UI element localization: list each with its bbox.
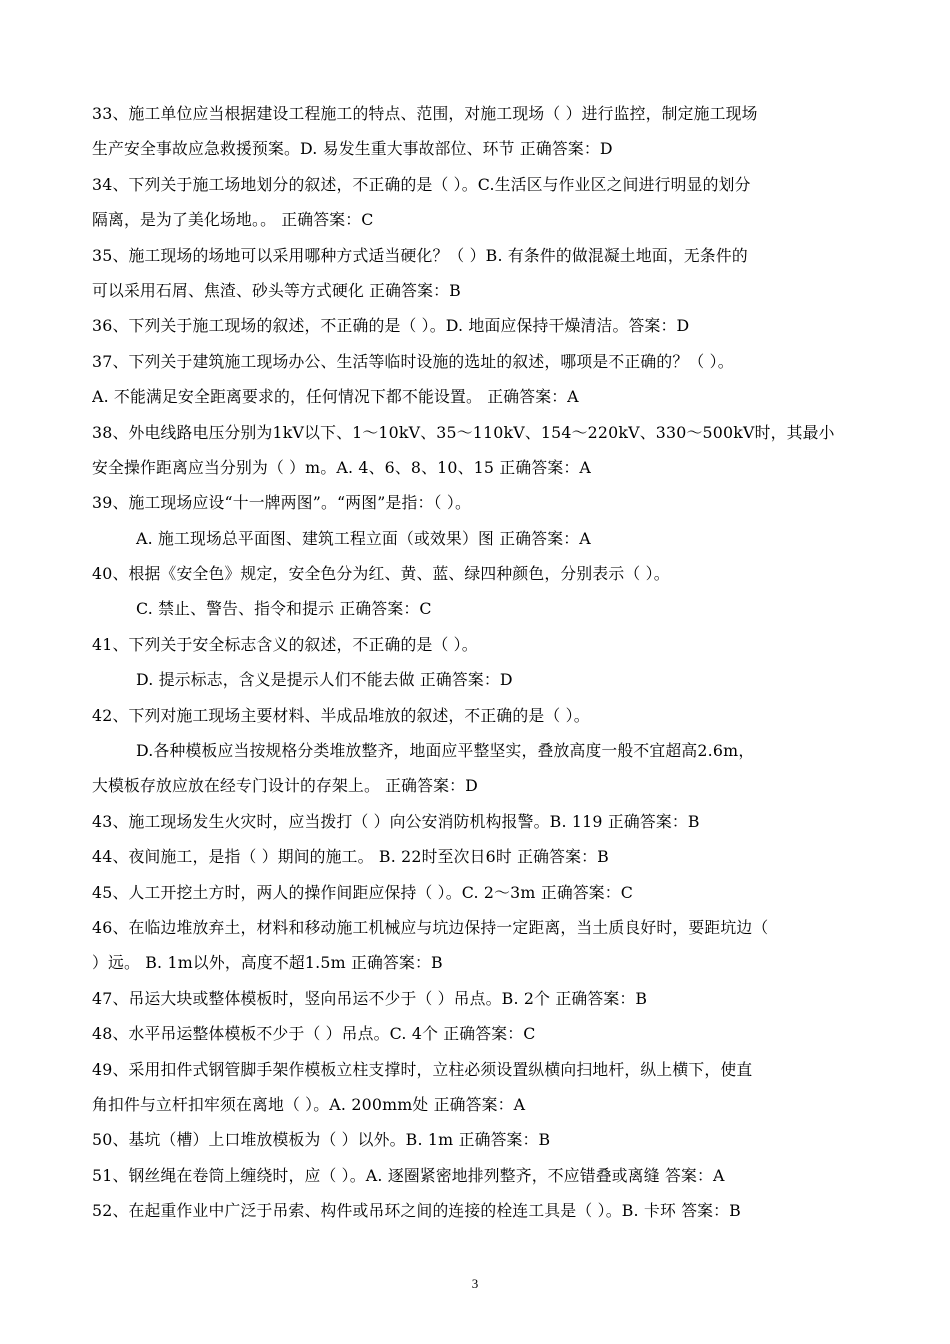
text-line: 38、外电线路电压分别为1kV以下、1～10kV、35～110kV、154～220kV、330～500kV时，其最小 bbox=[92, 422, 835, 442]
text-line: 角扣件与立杆扣牢须在离地（ ）。A. 200mm处 正确答案：A bbox=[92, 1094, 526, 1114]
text-line: A. 施工现场总平面图、建筑工程立面（或效果）图 正确答案：A bbox=[136, 528, 591, 548]
text-line: 33、施工单位应当根据建设工程施工的特点、范围，对施工现场（ ）进行监控，制定施工现场 bbox=[92, 104, 758, 123]
text-line: 51、钢丝绳在卷筒上缠绕时，应（ ）。A. 逐圈紧密地排列整齐，不应错叠或离缝 答案：A bbox=[92, 1165, 725, 1185]
text-line: D. 提示标志，含义是提示人们不能去做 正确答案：D bbox=[136, 670, 513, 690]
text-line: 可以采用石屑、焦渣、砂头等方式硬化 正确答案：B bbox=[92, 280, 461, 300]
text-line: 44、夜间施工，是指（ ）期间的施工。 B. 22时至次日6时 正确答案：B bbox=[92, 847, 609, 867]
text-line: D.各种模板应当按规格分类堆放整齐，地面应平整坚实，叠放高度一般不宜超高2.6m， bbox=[136, 741, 755, 761]
text-line: 43、施工现场发生火灾时，应当拨打（ ）向公安消防机构报警。B. 119 正确答案：B bbox=[92, 811, 700, 831]
text-line: 39、施工现场应设“十一牌两图”。“两图”是指：（ ）。 bbox=[92, 493, 471, 513]
text-line: 隔离，是为了美化场地。。 正确答案：C bbox=[92, 210, 374, 230]
text-line: 41、下列关于安全标志含义的叙述，不正确的是（ ）。 bbox=[92, 634, 478, 654]
text-line: 48、水平吊运整体模板不少于（ ）吊点。C. 4个 正确答案：C bbox=[92, 1024, 536, 1044]
page-number: 3 bbox=[471, 1276, 479, 1291]
text-line: ）远。 B. 1m以外，高度不超1.5m 正确答案：B bbox=[92, 953, 443, 973]
text-line: 35、施工现场的场地可以采用哪种方式适当硬化？（ ）B. 有条件的做混凝土地面，无条件的 bbox=[92, 245, 748, 265]
text-line: 36、下列关于施工现场的叙述，不正确的是（ ）。D. 地面应保持干燥清洁。答案：D bbox=[92, 316, 690, 336]
text-line: 37、下列关于建筑施工现场办公、生活等临时设施的选址的叙述，哪项是不正确的？（ ）。 bbox=[92, 351, 734, 371]
text-line: 安全操作距离应当分别为（ ）m。A. 4、6、8、10、15 正确答案：A bbox=[92, 457, 591, 477]
text-line: A. 不能满足安全距离要求的，任何情况下都不能设置。 正确答案：A bbox=[92, 387, 579, 407]
text-line: 46、在临边堆放弃土，材料和移动施工机械应与坑边保持一定距离，当土质良好时，要距坑边（ bbox=[92, 917, 769, 937]
text-line: 49、采用扣件式钢管脚手架作模板立柱支撑时，立柱必须设置纵横向扫地杆，纵上横下，使直 bbox=[92, 1059, 753, 1079]
text-line: 大模板存放应放在经专门设计的存架上。 正确答案：D bbox=[92, 776, 479, 796]
text-line: C. 禁止、警告、指令和提示 正确答案：C bbox=[136, 599, 432, 619]
question-list bbox=[92, 96, 862, 1229]
text-line: 生产安全事故应急救援预案。D. 易发生重大事故部位、环节 正确答案：D bbox=[92, 139, 613, 159]
text-line: 47、吊运大块或整体模板时，竖向吊运不少于（ ）吊点。B. 2个 正确答案：B bbox=[92, 988, 648, 1008]
text-line: 42、下列对施工现场主要材料、半成品堆放的叙述，不正确的是（ ）。 bbox=[92, 705, 590, 725]
text-line: 50、基坑（槽）上口堆放模板为（ ）以外。B. 1m 正确答案：B bbox=[92, 1130, 551, 1150]
text-line: 52、在起重作业中广泛于吊索、构件或吊环之间的连接的栓连工具是（ ）。B. 卡环 答案：B bbox=[92, 1201, 741, 1221]
text-line: 40、根据《安全色》规定，安全色分为红、黄、蓝、绿四种颜色，分别表示（ ）。 bbox=[92, 564, 670, 584]
text-line: 45、人工开挖土方时，两人的操作间距应保持（ ）。C. 2～3m 正确答案：C bbox=[92, 882, 634, 902]
text-line: 34、下列关于施工场地划分的叙述，不正确的是（ ）。C.生活区与作业区之间进行明显的划分 bbox=[92, 174, 751, 194]
